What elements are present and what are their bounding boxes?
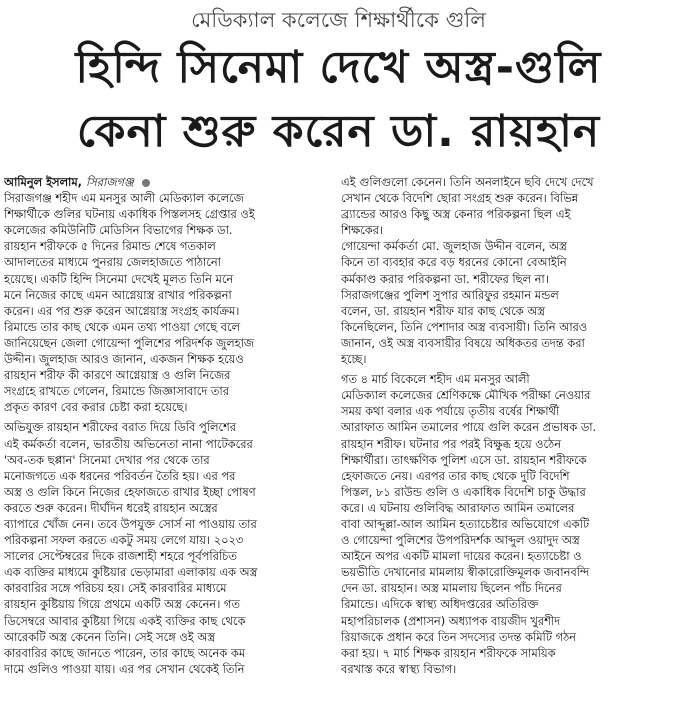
article-line: বলেন, ডা. রায়হান শরীফ যার কাছ থেকে অস্ত্র xyxy=(341,303,545,318)
article-line: শিক্ষার্থীরা। তাৎক্ষণিক পুলিশ এসে ডা. রায়হান শরীফকে xyxy=(341,452,587,467)
article-line: ব্র্যান্ডের আরও কিছু অস্ত্র কেনার পরিকল্পনা ছিল এই xyxy=(341,207,571,222)
article-line: করতে শুরু করেন। দীর্ঘদিন ধরেই রায়হান অস্ত্রের xyxy=(4,500,218,515)
article-line: পরিকল্পনা সফল করতে একটু সময় লেগে যায়। ২০২৩ xyxy=(4,533,244,548)
article-line: ডিসেম্বরে আবার কুষ্টিয়া গিয়ে একই ব্যক্তির কাছ থেকে xyxy=(4,613,246,628)
article-line: করে। এ ঘটনায় গুলিবিদ্ধ আরাফাত আমিন তমালের xyxy=(341,500,575,515)
article-line: শিক্ষার্থীকে গুলির ঘটনায় একাধিক পিস্তলসহ গ্রেপ্তার ওই xyxy=(4,207,255,222)
article-line: সেখান থেকে বিদেশি ছোরা সংগ্রহ শুরু করেন। বিভিন্ন xyxy=(341,191,579,206)
article-line: গোয়েন্দা কর্মকর্তা মো. জুলহাজ উদ্দীন বলেন, অস্ত্র xyxy=(341,239,567,254)
article-line: গত ৪ মার্চ বিকেলে শহীদ এম মনসুর আলী xyxy=(341,372,530,387)
article-line: রায়হান শরীফ কী কারণে আগ্নেয়াস্ত্র ও গুলি নিজের xyxy=(4,368,231,383)
left-column-text xyxy=(4,190,334,677)
article-line: কিনেছিলেন, তিনি পেশাদার অস্ত্র ব্যবসায়ী। তিনি আরও xyxy=(341,319,588,334)
article-line: 'অব-তক ছপ্পান' সিনেমা দেখার পর থেকে তার xyxy=(4,452,210,467)
article-line: করেন। এর পর শুরু করেন আগ্নেয়াস্ত্র সংগ্রহ কার্যক্রম। xyxy=(4,303,240,318)
article-line: রিয়াজকে প্রধান করে তিন সদস্যের তদন্ত কমিটি গঠন xyxy=(341,629,576,644)
article-line: ও গোয়েন্দা পুলিশের উপপরিদর্শক আব্দুল ওয়াদুদ অস্ত্র xyxy=(341,533,580,548)
article-line: রায়হান শরীফকে ৫ দিনের রিমান্ড শেষে গতকাল xyxy=(4,239,216,254)
article-line: এই কর্মকর্তা বলেন, ভারতীয় অভিনেতা নানা পাটেকরের xyxy=(4,436,253,451)
article-line: দেন ডা. রায়হান। অস্ত্র মামলায় ছিলেন পাঁচ দিনের xyxy=(341,581,562,596)
article-line: হচ্ছে। xyxy=(341,352,367,367)
article-line: পিস্তল, ৮১ রাউন্ড গুলি ও একাধিক বিদেশি চাকু উদ্ধার xyxy=(341,484,586,499)
article-line: দামে গুলিও পাওয়া যায়। এর পর সেখান থেকেই তিনি xyxy=(4,661,245,676)
article-column-left xyxy=(4,174,334,677)
article-line: কলেজের কমিউনিটি মেডিসিন বিভাগের শিক্ষক ডা. xyxy=(4,223,233,238)
bullet-dot-icon xyxy=(142,179,150,187)
article-line: কারবারির সঙ্গে পরিচয় হয়। সেই কারবারির মাধ্যমে xyxy=(4,581,227,596)
headline-line-1: হিন্দি সিনেমা দেখে অস্ত্র-গুলি xyxy=(75,42,602,93)
right-column-text xyxy=(341,174,672,677)
article-line: কিনে তা ব্যবহার করে বড় ধরনের কোনো বেআইনি xyxy=(341,255,567,270)
article-line: সিরাজগঞ্জের পুলিশ সুপার আরিফুর রহমান মন্ডল xyxy=(341,287,559,302)
headline-line-2: কেনা শুরু করেন ডা. রায়হান xyxy=(76,106,601,157)
article-line: জানিয়েছেন জেলা গোয়েন্দা পুলিশের পরিদর্শক জুলহাজ xyxy=(4,335,255,350)
article-line: সংগ্রহে রাখতে গেলেন, রিমান্ডে জিজ্ঞাসাবাদে তার xyxy=(4,384,229,399)
article-line: জানান, ওই অস্ত্র ব্যবসায়ীর বিষয়ে অধিকতর তদন্ত করা xyxy=(341,335,585,350)
article-line: কারবারির কাছে জানতে পারেন, তার কাছে অনেক কম xyxy=(4,645,246,660)
article-line: রিমান্ডে তার কাছ থেকে এমন তথ্য পাওয়া গেছে বলে xyxy=(4,319,241,334)
article-line: আরাফাত আমিন তমালের পায়ে গুলি করেন প্রভাষক ডা. xyxy=(341,420,597,435)
article-line: বরখাস্ত করে স্বাস্থ্য বিভাগ। xyxy=(341,661,457,676)
article-line: করা হয়। ৭ মার্চ শিক্ষক রায়হান শরীফকে সাময়িক xyxy=(341,645,556,660)
article-line: ব্যাপারে খোঁজ নেন। তবে উপযুক্ত সোর্স না পাওয়ায় তার xyxy=(4,516,257,531)
article-line: সময় কথা বলার এক পর্যায়ে তৃতীয় বর্ষের শিক্ষার্থী xyxy=(341,404,560,419)
article-line: কর্মকাণ্ড করার পরিকল্পনা ডা. শরীফের ছিল না। xyxy=(341,271,549,286)
article-line: আদালতের মাধ্যমে পুনরায় জেলহাজতে পাঠানো xyxy=(4,255,221,270)
article-line: সিরাজগঞ্জ শহীদ এম মনসুর আলী মেডিক্যাল কলেজে xyxy=(4,191,244,206)
article-line: আইনে অপর একটি মামলা দায়ের করেন। হত্যাচেষ্টা ও xyxy=(341,549,582,564)
article-line: শিক্ষকের। xyxy=(341,223,384,238)
article-line: বাবা আব্দুল্লা-আল আমিন হত্যাচেষ্টার অভিযোগে একটি xyxy=(341,516,590,531)
byline-place: সিরাজগঞ্জ xyxy=(85,175,134,189)
kicker-subheadline: মেডিক্যাল কলেজে শিক্ষার্থীকে গুলি xyxy=(191,8,486,32)
byline xyxy=(4,174,334,190)
article-line: অভিযুক্ত রায়হান শরীফের বরাত দিয়ে ডিবি পুলিশের xyxy=(4,420,237,435)
article-line: মহাপরিচালক (প্রশাসন) অধ্যাপক বায়জীদ খুরশীদ xyxy=(341,613,561,628)
article-line: হেফাজতে নেয়। এরপর তার কাছ থেকে দুটি বিদেশি xyxy=(341,468,570,483)
article-line: রায়হান শরীফ। ঘটনার পর পরই বিক্ষুব্ধ হয়ে ওঠেন xyxy=(341,436,562,451)
article-line: রায়হান কুষ্টিয়ায় গিয়ে প্রথমে একটি অস্ত্র কেনেন। গত xyxy=(4,597,240,612)
article-line: মেডিক্যাল কলেজের শ্রেণিকক্ষে মৌখিক পরীক্ষা নেওয়ার xyxy=(341,388,591,403)
article-line: অস্ত্র ও গুলি কিনে নিজের হেফাজতে রাখার ইচ্ছা পোষণ xyxy=(4,484,256,499)
article-line: প্রকৃত কারণ বের করার চেষ্টা করা হয়েছে। xyxy=(4,400,188,415)
article-line: সালের সেপ্টেম্বরের দিকে রাজশাহী শহরে পূর্বপরিচিত xyxy=(4,549,237,564)
article-line: ভয়ভীতি দেখানোর মামলায় স্বীকারোক্তিমূলক জবানবন্দি xyxy=(341,565,590,580)
article-line: মনে নিজের কাছে এমন আগ্নেয়াস্ত্র রাখার পরিকল্পনা xyxy=(4,287,232,302)
article-column-right xyxy=(341,174,672,677)
article-line: এই গুলিগুলো কেনেন। তিনি অনলাইনে ছবি দেখে দেখে xyxy=(341,175,594,189)
article-line: মনোজগতে এক ধরনের পরিবর্তন তৈরি হয়। এর পর xyxy=(4,468,236,483)
article-line: উদ্দীন। জুলহাজ আরও জানান, একজন শিক্ষক হয়েও xyxy=(4,352,244,367)
article-line: রিমান্ডে। এদিকে স্বাস্থ্য অধিদপ্তরের অতিরিক্ত xyxy=(341,597,539,612)
byline-author: আমিনুল ইসলাম, xyxy=(4,175,83,189)
article-line: আরেকটি অস্ত্র কেনেন তিনি। সেই সঙ্গে ওই অস্ত্র xyxy=(4,629,216,644)
article-line: হয়েছে। একটি হিন্দি সিনেমা দেখেই মূলত তিনি মনে xyxy=(4,271,234,286)
article-line: এক ব্যক্তির মাধ্যমে কুষ্টিয়ার ভেড়ামারা এলাকায় এক অস্ত্র xyxy=(4,565,258,580)
